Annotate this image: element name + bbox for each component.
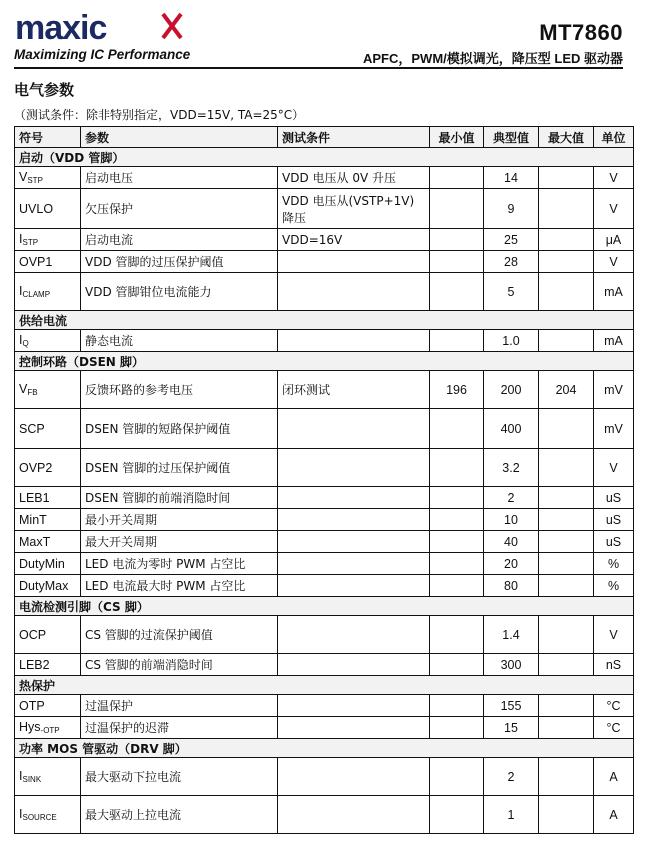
test-condition-cell: 闭环测试: [278, 371, 430, 409]
parameter-cell: LED 电流为零时 PWM 占空比: [81, 553, 278, 575]
table-section-row: [15, 739, 634, 758]
test-condition-cell: [278, 531, 430, 553]
section-title: 电气参数: [14, 81, 75, 99]
typ-value-cell: 14: [484, 167, 539, 189]
section-heading: 供给电流: [15, 311, 634, 330]
table-row: [15, 251, 634, 273]
symbol-cell: [15, 449, 81, 487]
min-value-cell: [430, 695, 484, 717]
slogan: Maximizing IC Performance: [14, 47, 191, 62]
symbol-cell: [15, 371, 81, 409]
table-section-row: [15, 597, 634, 616]
typ-value-cell: 5: [484, 273, 539, 311]
symbol-cell: [15, 616, 81, 654]
parameter-cell: DSEN 管脚的过压保护阈值: [81, 449, 278, 487]
min-value-cell: 196: [430, 371, 484, 409]
table-body: [15, 148, 634, 834]
maxic-logo: [13, 8, 213, 46]
table-section-row: [15, 352, 634, 371]
max-value-cell: [539, 449, 594, 487]
typ-value-cell: 400: [484, 409, 539, 449]
table-row: [15, 553, 634, 575]
unit-cell: V: [594, 251, 634, 273]
unit-cell: °C: [594, 717, 634, 739]
symbol-cell: [15, 330, 81, 352]
typ-value-cell: 155: [484, 695, 539, 717]
symbol-cell: [15, 273, 81, 311]
max-value-cell: [539, 487, 594, 509]
section-heading: 启动（VDD 管脚）: [15, 148, 634, 167]
unit-cell: mA: [594, 273, 634, 311]
parameter-cell: VDD 管脚钳位电流能力: [81, 273, 278, 311]
unit-cell: mA: [594, 330, 634, 352]
unit-cell: A: [594, 796, 634, 834]
typ-value-cell: 1.4: [484, 616, 539, 654]
symbol-subscript: Q: [22, 339, 29, 348]
table-row: [15, 616, 634, 654]
min-value-cell: [430, 616, 484, 654]
section-heading: 热保护: [15, 676, 634, 695]
symbol-text: Hys: [19, 720, 41, 734]
min-value-cell: [430, 487, 484, 509]
max-value-cell: [539, 654, 594, 676]
col-header-typ: 典型值: [484, 127, 539, 148]
symbol-cell: [15, 229, 81, 251]
symbol-text: DutyMin: [19, 556, 65, 571]
max-value-cell: [539, 553, 594, 575]
parameter-cell: VDD 管脚的过压保护阈值: [81, 251, 278, 273]
max-value-cell: [539, 229, 594, 251]
header-divider: [14, 67, 623, 69]
table-row: [15, 796, 634, 834]
unit-cell: V: [594, 616, 634, 654]
symbol-subscript: STP: [27, 176, 43, 185]
max-value-cell: [539, 330, 594, 352]
min-value-cell: [430, 758, 484, 796]
unit-cell: %: [594, 553, 634, 575]
min-value-cell: [430, 189, 484, 229]
max-value-cell: [539, 575, 594, 597]
symbol-subscript: SOURCE: [22, 813, 57, 822]
max-value-cell: [539, 409, 594, 449]
table-row: [15, 487, 634, 509]
table-row: [15, 509, 634, 531]
typ-value-cell: 2: [484, 487, 539, 509]
max-value-cell: [539, 695, 594, 717]
symbol-text: OTP: [19, 698, 45, 713]
unit-cell: uS: [594, 509, 634, 531]
symbol-cell: [15, 654, 81, 676]
typ-value-cell: 80: [484, 575, 539, 597]
test-condition-cell: [278, 717, 430, 739]
electrical-parameters-table: [14, 126, 634, 834]
symbol-text: OVP1: [19, 254, 53, 269]
test-condition-cell: [278, 273, 430, 311]
min-value-cell: [430, 717, 484, 739]
max-value-cell: [539, 167, 594, 189]
symbol-cell: [15, 487, 81, 509]
table-header-row: [15, 127, 634, 148]
typ-value-cell: 1.0: [484, 330, 539, 352]
min-value-cell: [430, 449, 484, 487]
symbol-cell: [15, 553, 81, 575]
min-value-cell: [430, 531, 484, 553]
section-heading: 电流检测引脚（CS 脚）: [15, 597, 634, 616]
table-row: [15, 189, 634, 229]
symbol-cell: [15, 509, 81, 531]
parameter-cell: CS 管脚的前端消隐时间: [81, 654, 278, 676]
parameter-cell: 欠压保护: [81, 189, 278, 229]
symbol-text: MaxT: [19, 534, 51, 549]
max-value-cell: [539, 531, 594, 553]
min-value-cell: [430, 654, 484, 676]
table-row: [15, 273, 634, 311]
max-value-cell: [539, 251, 594, 273]
test-condition-cell: [278, 758, 430, 796]
symbol-text: I: [19, 807, 23, 821]
typ-value-cell: 300: [484, 654, 539, 676]
part-number: MT7860: [539, 20, 623, 45]
document-subtitle: APFC，PWM/模拟调光，降压型 LED 驱动器: [363, 51, 623, 66]
test-condition-cell: [278, 796, 430, 834]
max-value-cell: [539, 796, 594, 834]
symbol-cell: [15, 796, 81, 834]
symbol-cell: [15, 409, 81, 449]
parameter-cell: 启动电流: [81, 229, 278, 251]
symbol-subscript: STP: [22, 238, 39, 247]
col-header-unit: 单位: [594, 127, 634, 148]
typ-value-cell: 1: [484, 796, 539, 834]
unit-cell: mV: [594, 371, 634, 409]
symbol-text: V: [19, 170, 28, 184]
parameter-cell: CS 管脚的过流保护阈值: [81, 616, 278, 654]
min-value-cell: [430, 251, 484, 273]
unit-cell: nS: [594, 654, 634, 676]
symbol-text: I: [19, 333, 23, 347]
table-section-row: [15, 311, 634, 330]
test-condition-cell: [278, 575, 430, 597]
table-section-row: [15, 676, 634, 695]
test-conditions: （测试条件：除非特别指定，VDD=15V, TA=25°C）: [14, 108, 305, 122]
min-value-cell: [430, 167, 484, 189]
test-condition-cell: [278, 509, 430, 531]
unit-cell: A: [594, 758, 634, 796]
parameter-cell: LED 电流最大时 PWM 占空比: [81, 575, 278, 597]
symbol-subscript: SINK: [22, 775, 42, 784]
typ-value-cell: 10: [484, 509, 539, 531]
table-row: [15, 531, 634, 553]
symbol-text: I: [19, 232, 23, 246]
max-value-cell: [539, 509, 594, 531]
parameter-cell: 最大驱动下拉电流: [81, 758, 278, 796]
table-row: [15, 695, 634, 717]
symbol-subscript: FB: [27, 388, 38, 397]
max-value-cell: [539, 717, 594, 739]
col-header-max: 最大值: [539, 127, 594, 148]
symbol-text: LEB2: [19, 657, 50, 672]
col-header-test-condition: 测试条件: [278, 127, 430, 148]
test-condition-cell: VDD 电压从 0V 升压: [278, 167, 430, 189]
table-row: [15, 167, 634, 189]
section-heading: 功率 MOS 管驱动（DRV 脚）: [15, 739, 634, 758]
typ-value-cell: 28: [484, 251, 539, 273]
col-header-parameter: 参数: [81, 127, 278, 148]
parameter-cell: 最小开关周期: [81, 509, 278, 531]
symbol-text: I: [19, 769, 23, 783]
max-value-cell: [539, 273, 594, 311]
symbol-subscript: -OTP: [40, 726, 60, 735]
min-value-cell: [430, 273, 484, 311]
test-condition-cell: [278, 654, 430, 676]
test-condition-cell: VDD=16V: [278, 229, 430, 251]
test-condition-cell: [278, 553, 430, 575]
symbol-cell: [15, 531, 81, 553]
parameter-cell: DSEN 管脚的短路保护阈值: [81, 409, 278, 449]
symbol-text: OCP: [19, 627, 47, 642]
symbol-text: LEB1: [19, 490, 50, 505]
symbol-text: I: [19, 284, 23, 298]
symbol-text: MinT: [19, 512, 47, 527]
symbol-text: DutyMax: [19, 578, 69, 593]
table-row: [15, 371, 634, 409]
test-condition-cell: [278, 487, 430, 509]
parameter-cell: DSEN 管脚的前端消隐时间: [81, 487, 278, 509]
min-value-cell: [430, 553, 484, 575]
parameter-cell: 启动电压: [81, 167, 278, 189]
typ-value-cell: 20: [484, 553, 539, 575]
col-header-symbol: 符号: [15, 127, 81, 148]
min-value-cell: [430, 796, 484, 834]
max-value-cell: [539, 189, 594, 229]
test-condition-cell: [278, 251, 430, 273]
max-value-cell: [539, 758, 594, 796]
typ-value-cell: 3.2: [484, 449, 539, 487]
parameter-cell: 过温保护的迟滞: [81, 717, 278, 739]
max-value-cell: 204: [539, 371, 594, 409]
test-condition-cell: VDD 电压从(VSTP+1V) 降压: [278, 189, 430, 229]
typ-value-cell: 200: [484, 371, 539, 409]
unit-cell: uS: [594, 487, 634, 509]
min-value-cell: [430, 409, 484, 449]
logo-text: maxic: [15, 9, 107, 46]
unit-cell: mV: [594, 409, 634, 449]
symbol-cell: [15, 717, 81, 739]
table-section-row: [15, 148, 634, 167]
table-row: [15, 449, 634, 487]
table-row: [15, 758, 634, 796]
table-row: [15, 717, 634, 739]
table-row: [15, 229, 634, 251]
min-value-cell: [430, 229, 484, 251]
symbol-text: OVP2: [19, 460, 53, 475]
col-header-min: 最小值: [430, 127, 484, 148]
unit-cell: °C: [594, 695, 634, 717]
parameter-cell: 最大开关周期: [81, 531, 278, 553]
unit-cell: V: [594, 189, 634, 229]
symbol-cell: [15, 575, 81, 597]
symbol-cell: [15, 251, 81, 273]
test-condition-cell: [278, 449, 430, 487]
max-value-cell: [539, 616, 594, 654]
test-condition-cell: [278, 409, 430, 449]
symbol-cell: [15, 695, 81, 717]
parameter-cell: 静态电流: [81, 330, 278, 352]
min-value-cell: [430, 575, 484, 597]
test-condition-cell: [278, 330, 430, 352]
parameter-cell: 过温保护: [81, 695, 278, 717]
symbol-text: SCP: [19, 421, 45, 436]
min-value-cell: [430, 330, 484, 352]
table-row: [15, 330, 634, 352]
typ-value-cell: 2: [484, 758, 539, 796]
min-value-cell: [430, 509, 484, 531]
symbol-subscript: CLAMP: [22, 290, 51, 299]
symbol-cell: [15, 167, 81, 189]
typ-value-cell: 15: [484, 717, 539, 739]
symbol-cell: [15, 189, 81, 229]
typ-value-cell: 40: [484, 531, 539, 553]
unit-cell: μA: [594, 229, 634, 251]
typ-value-cell: 9: [484, 189, 539, 229]
unit-cell: %: [594, 575, 634, 597]
table-row: [15, 575, 634, 597]
unit-cell: V: [594, 449, 634, 487]
section-heading: 控制环路（DSEN 脚）: [15, 352, 634, 371]
typ-value-cell: 25: [484, 229, 539, 251]
test-condition-cell: [278, 616, 430, 654]
parameter-cell: 反馈环路的参考电压: [81, 371, 278, 409]
table-row: [15, 654, 634, 676]
parameter-cell: 最大驱动上拉电流: [81, 796, 278, 834]
table-row: [15, 409, 634, 449]
unit-cell: V: [594, 167, 634, 189]
symbol-text: UVLO: [19, 201, 54, 216]
unit-cell: uS: [594, 531, 634, 553]
symbol-text: V: [19, 382, 28, 396]
test-condition-cell: [278, 695, 430, 717]
symbol-cell: [15, 758, 81, 796]
